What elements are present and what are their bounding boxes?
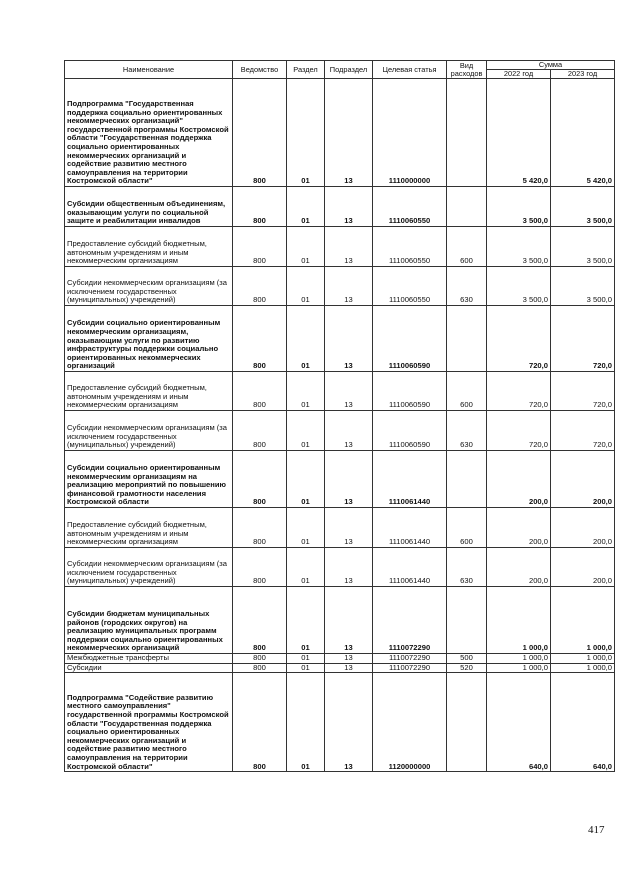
row-vid: 600 [447,227,487,267]
table-row [65,372,615,411]
page-number: 417 [588,824,605,836]
row-vedomstvo: 800 [233,548,287,587]
row-podrazdel: 13 [325,306,373,372]
row-vid: 500 [447,654,487,664]
row-vid [447,587,487,654]
row-vid [447,306,487,372]
row-sum-2023: 720,0 [551,411,615,451]
row-razdel: 01 [287,673,325,772]
table-row [65,587,615,654]
table-row [65,306,615,372]
row-target: 1120000000 [373,673,447,772]
table-row [65,548,615,587]
row-sum-2023: 1 000,0 [551,663,615,673]
table-row [65,187,615,227]
row-target: 1110060590 [373,306,447,372]
row-razdel: 01 [287,451,325,508]
row-name: Субсидии некоммерческим организациям (за исключением государственных (муниципальных) учреждений) [65,548,233,587]
row-sum-2023: 200,0 [551,548,615,587]
table-row [65,267,615,306]
row-razdel: 01 [287,654,325,664]
row-vedomstvo: 800 [233,79,287,187]
table-row [65,673,615,772]
row-podrazdel: 13 [325,654,373,664]
table-row [65,451,615,508]
row-razdel: 01 [287,372,325,411]
row-sum-2023: 3 500,0 [551,227,615,267]
row-razdel: 01 [287,548,325,587]
row-vid [447,673,487,772]
header-name: Наименование [65,61,233,79]
header-target: Целевая статья [373,61,447,79]
row-sum-2022: 3 500,0 [487,187,551,227]
row-razdel: 01 [287,227,325,267]
row-sum-2022: 1 000,0 [487,663,551,673]
table-row [65,79,615,187]
row-podrazdel: 13 [325,508,373,548]
row-razdel: 01 [287,187,325,227]
row-name: Субсидии социально ориентированным некоммерческим организациям на реализацию мероприятий по повышению финансовой грамотности населения Костромской области [65,451,233,508]
table-row [65,411,615,451]
row-vedomstvo: 800 [233,411,287,451]
row-target: 1110072290 [373,587,447,654]
row-podrazdel: 13 [325,663,373,673]
row-target: 1110000000 [373,79,447,187]
row-podrazdel: 13 [325,267,373,306]
row-sum-2023: 200,0 [551,451,615,508]
row-sum-2022: 3 500,0 [487,267,551,306]
table-body [65,79,615,772]
row-name: Подпрограмма "Содействие развитию местного самоуправления" государственной программы Костромской области "Государственная поддержка социально ориентированных некоммерческих организаций и содействие развитию местного самоуправления на территории Костромской области" [65,673,233,772]
header-sum: Сумма [487,61,615,70]
row-razdel: 01 [287,508,325,548]
row-vedomstvo: 800 [233,306,287,372]
header-year-2023: 2023 год [551,70,615,79]
row-podrazdel: 13 [325,548,373,587]
row-vedomstvo: 800 [233,508,287,548]
row-sum-2022: 720,0 [487,411,551,451]
row-target: 1110061440 [373,508,447,548]
row-target: 1110060550 [373,267,447,306]
row-razdel: 01 [287,79,325,187]
row-podrazdel: 13 [325,587,373,654]
row-sum-2023: 1 000,0 [551,587,615,654]
row-target: 1110060590 [373,411,447,451]
row-target: 1110061440 [373,548,447,587]
row-razdel: 01 [287,663,325,673]
table-row [65,227,615,267]
row-name: Субсидии общественным объединениям, оказывающим услуги по социальной защите и реабилитации инвалидов [65,187,233,227]
row-name: Субсидии [65,663,233,673]
row-vedomstvo: 800 [233,372,287,411]
row-sum-2022: 720,0 [487,306,551,372]
row-target: 1110072290 [373,654,447,664]
row-sum-2022: 3 500,0 [487,227,551,267]
row-name: Субсидии некоммерческим организациям (за исключением государственных (муниципальных) учреждений) [65,267,233,306]
row-sum-2023: 720,0 [551,306,615,372]
row-vid: 520 [447,663,487,673]
header-year-2022: 2022 год [487,70,551,79]
header-vid: Вид расходов [447,61,487,79]
row-name: Межбюджетные трансферты [65,654,233,664]
row-vid: 630 [447,548,487,587]
row-vedomstvo: 800 [233,654,287,664]
header-vedomstvo: Ведомство [233,61,287,79]
row-vedomstvo: 800 [233,227,287,267]
row-razdel: 01 [287,411,325,451]
table-header [65,61,615,79]
row-name: Предоставление субсидий бюджетным, автономным учреждениям и иным некоммерческим организациям [65,372,233,411]
row-sum-2023: 640,0 [551,673,615,772]
row-target: 1110072290 [373,663,447,673]
row-vid [447,187,487,227]
row-sum-2022: 5 420,0 [487,79,551,187]
row-target: 1110060550 [373,227,447,267]
row-name: Субсидии некоммерческим организациям (за исключением государственных (муниципальных) учреждений) [65,411,233,451]
row-sum-2022: 1 000,0 [487,654,551,664]
row-razdel: 01 [287,306,325,372]
row-vid: 600 [447,372,487,411]
row-podrazdel: 13 [325,451,373,508]
row-vedomstvo: 800 [233,587,287,654]
row-name: Субсидии социально ориентированным некоммерческим организациям, оказывающим услуги по развитию инфраструктуры поддержки социально ориентированных некоммерческих организаций [65,306,233,372]
row-vedomstvo: 800 [233,663,287,673]
row-name: Предоставление субсидий бюджетным, автономным учреждениям и иным некоммерческим организациям [65,508,233,548]
row-name: Предоставление субсидий бюджетным, автономным учреждениям и иным некоммерческим организациям [65,227,233,267]
row-sum-2022: 200,0 [487,508,551,548]
row-podrazdel: 13 [325,372,373,411]
row-sum-2022: 200,0 [487,451,551,508]
row-podrazdel: 13 [325,79,373,187]
row-sum-2023: 720,0 [551,372,615,411]
table-row [65,654,615,664]
row-razdel: 01 [287,267,325,306]
row-podrazdel: 13 [325,673,373,772]
row-sum-2022: 640,0 [487,673,551,772]
row-sum-2023: 3 500,0 [551,267,615,306]
table-row [65,663,615,673]
row-vid: 630 [447,411,487,451]
header-podrazdel: Подраздел [325,61,373,79]
row-podrazdel: 13 [325,227,373,267]
row-sum-2023: 1 000,0 [551,654,615,664]
row-vid [447,79,487,187]
row-podrazdel: 13 [325,411,373,451]
row-vedomstvo: 800 [233,187,287,227]
row-target: 1110060550 [373,187,447,227]
row-sum-2023: 5 420,0 [551,79,615,187]
row-target: 1110060590 [373,372,447,411]
row-name: Подпрограмма "Государственная поддержка социально ориентированных некоммерческих организаций" государственной программы Костромской области "Государственная поддержка социально ориентированных некоммерческих организаций и содействие развитию местного самоуправления на территории Костромской области" [65,79,233,187]
row-sum-2022: 1 000,0 [487,587,551,654]
row-sum-2023: 3 500,0 [551,187,615,227]
row-sum-2022: 200,0 [487,548,551,587]
budget-table [64,60,615,772]
row-sum-2023: 200,0 [551,508,615,548]
table-row [65,508,615,548]
row-vid: 600 [447,508,487,548]
row-name: Субсидии бюджетам муниципальных районов (городских округов) на реализацию муниципальных программ поддержки социально ориентированных некоммерческих организаций [65,587,233,654]
row-vedomstvo: 800 [233,267,287,306]
row-vedomstvo: 800 [233,673,287,772]
row-sum-2022: 720,0 [487,372,551,411]
row-vid: 630 [447,267,487,306]
row-podrazdel: 13 [325,187,373,227]
header-razdel: Раздел [287,61,325,79]
row-razdel: 01 [287,587,325,654]
row-vid [447,451,487,508]
row-vedomstvo: 800 [233,451,287,508]
row-target: 1110061440 [373,451,447,508]
